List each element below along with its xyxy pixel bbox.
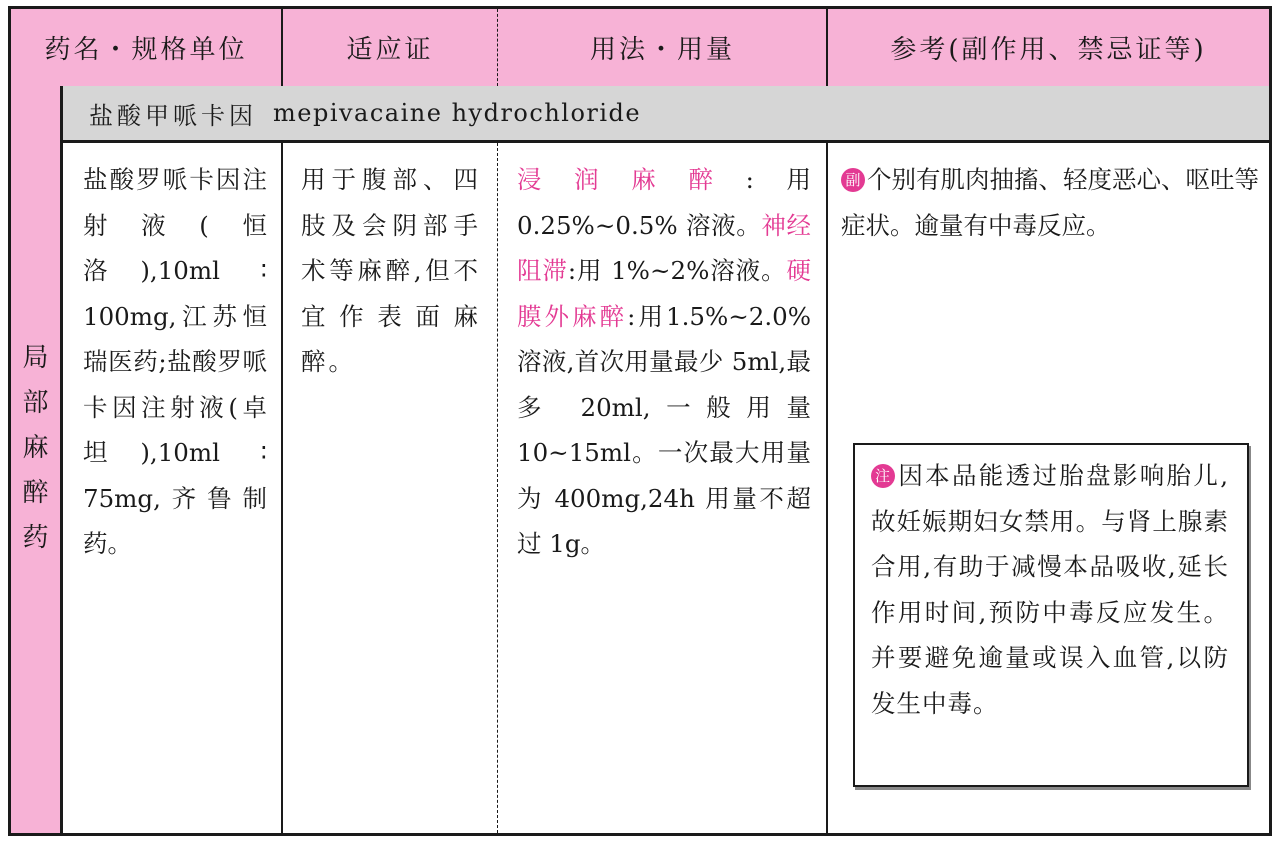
usage-text-epidural: :用1.5%~2.0%溶液,首次用量最少 5ml,最多 20ml,一般用量 10~15ml。一次最大用量为 400mg,24h 用量不超过 1g。 bbox=[517, 301, 811, 558]
usage-text-infiltration: :用 0.25%~0.5% 溶液。 bbox=[517, 165, 811, 240]
column-divider bbox=[826, 143, 828, 833]
header-reference: 参考(副作用、禁忌证等) bbox=[890, 35, 1207, 65]
drug-spec-cell: 盐酸罗哌卡因注射液(恒洛),10ml ∶ 100mg,江苏恒瑞医药;盐酸罗哌卡因注射液(卓坦),10ml ∶ 75mg,齐鲁制药。 bbox=[83, 165, 267, 558]
category-column bbox=[11, 86, 63, 833]
header-divider bbox=[826, 9, 828, 86]
drug-table bbox=[8, 6, 1272, 836]
header-drug-name: 药名・规格单位 bbox=[44, 35, 248, 65]
header-indication: 适应证 bbox=[346, 35, 434, 65]
usage-label-nerve-block: 神经阻滞 bbox=[517, 210, 812, 285]
side-effects-cell bbox=[841, 157, 1259, 248]
note-text: 因本品能透过胎盘影响胎儿,故妊娠期妇女禁用。与肾上腺素合用,有助于减慢本品吸收,延长作用时间,预防中毒反应发生。并要避免逾量或误入血管,以防发生中毒。 bbox=[871, 461, 1229, 718]
drug-group-name-en: mepivacaine hydrochloride bbox=[273, 99, 642, 127]
column-divider bbox=[281, 143, 283, 833]
drug-group-row bbox=[63, 86, 1269, 143]
indication-cell: 用于腹部、四肢及会阴部手术等麻醉,但不宜作表面麻醉。 bbox=[301, 165, 481, 376]
usage-text-nerve-block: :用 1%~2%溶液。 bbox=[567, 256, 787, 285]
table-header bbox=[11, 9, 1269, 89]
side-effect-text: 个别有肌肉抽搐、轻度恶心、呕吐等症状。逾量有中毒反应。 bbox=[841, 165, 1259, 240]
header-divider bbox=[281, 9, 283, 86]
drug-group-name-cn: 盐酸甲哌卡因 bbox=[89, 101, 257, 130]
column-dashed-divider bbox=[497, 143, 498, 833]
header-usage: 用法・用量 bbox=[589, 35, 735, 65]
usage-cell bbox=[517, 157, 811, 567]
note-text-block bbox=[871, 453, 1229, 726]
note-badge-icon: 注 bbox=[871, 464, 895, 488]
category-label: 局部麻醉药 bbox=[22, 343, 49, 553]
side-effect-badge-icon: 副 bbox=[841, 168, 865, 192]
note-box bbox=[853, 443, 1249, 787]
usage-label-epidural: 硬膜外麻醉 bbox=[517, 256, 812, 331]
header-dashed-divider bbox=[497, 9, 498, 86]
usage-label-infiltration: 浸润麻醉 bbox=[517, 165, 746, 194]
